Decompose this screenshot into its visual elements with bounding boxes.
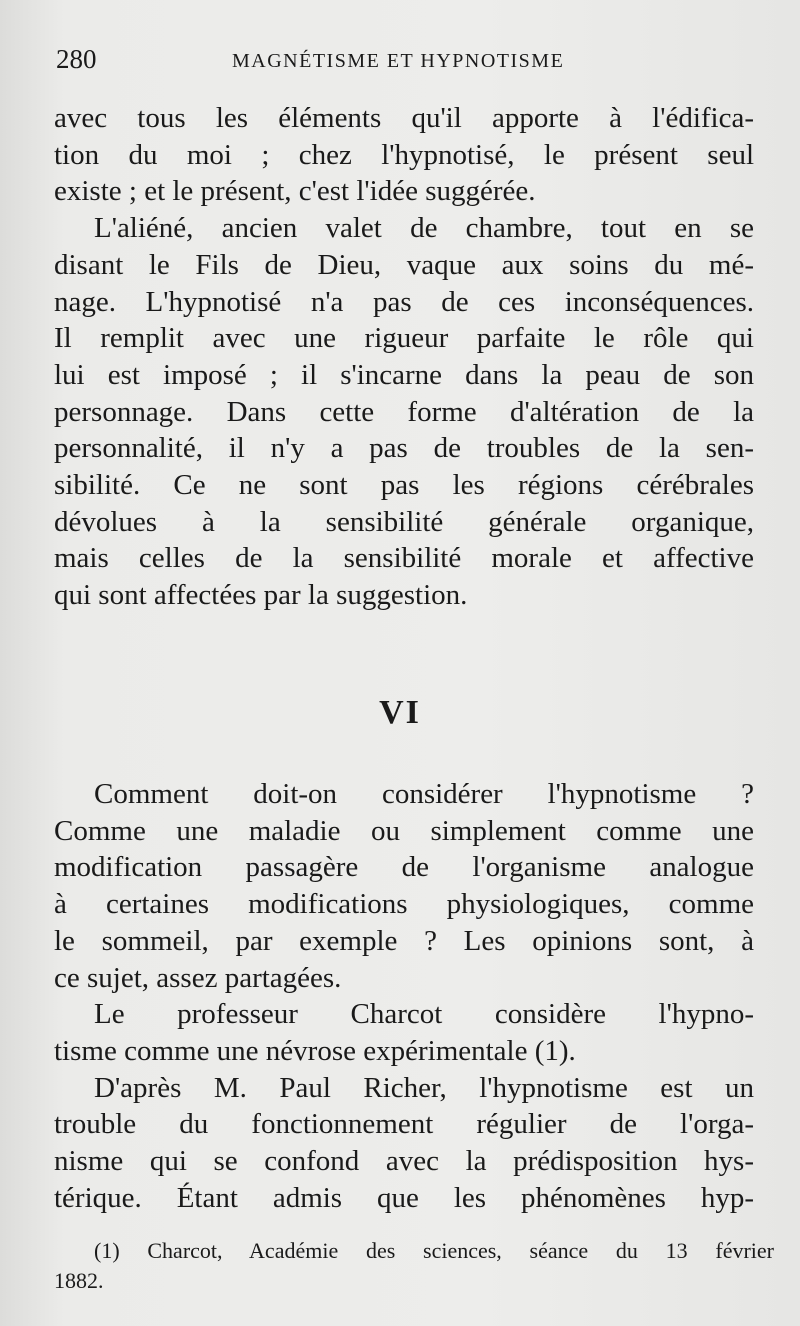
paragraph-block-1 (54, 100, 754, 614)
footnote (54, 1236, 774, 1296)
running-title: MAGNÉTISME ET HYPNOTISME (232, 50, 565, 72)
text-line: ce sujet, assez partagées. (54, 961, 342, 994)
text-line: le sommeil, par exemple ? Les opinions sont, à (54, 924, 754, 957)
text-line: nisme qui se confond avec la prédisposition hys- (54, 1145, 754, 1178)
text-line: tisme comme une névrose expérimentale (1). (54, 1034, 576, 1067)
text-line: qui sont affectées par la suggestion. (54, 579, 468, 612)
text-line: Le professeur Charcot considère l'hypno- (94, 998, 754, 1031)
text-line: Il remplit avec une rigueur parfaite le rôle qui (54, 322, 754, 355)
paragraph-block-2 (54, 776, 754, 1216)
text-line: L'aliéné, ancien valet de chambre, tout en se (94, 212, 754, 245)
text-line: Comment doit-on considérer l'hypnotisme ? (94, 778, 754, 810)
text-line: disant le Fils de Dieu, vaque aux soins du mé- (54, 248, 754, 281)
text-line: sibilité. Ce ne sont pas les régions cérébrales (54, 469, 754, 502)
text-line: térique. Étant admis que les phénomènes hyp- (54, 1181, 754, 1214)
text-line: D'après M. Paul Richer, l'hypnotisme est un (94, 1071, 754, 1104)
text-line: Comme une maladie ou simplement comme une (54, 814, 754, 847)
text-line: existe ; et le présent, c'est l'idée suggérée. (54, 175, 536, 208)
text-line: dévolues à la sensibilité générale organique, (54, 505, 754, 538)
text-line: avec tous les éléments qu'il apporte à l'édifica- (54, 102, 754, 134)
footnote-line: 1882. (54, 1268, 104, 1293)
footnote-line: (1) Charcot, Académie des sciences, séance du 13 février (94, 1238, 774, 1263)
running-header (56, 44, 760, 80)
text-line: nage. L'hypnotisé n'a pas de ces inconséquences. (54, 285, 754, 318)
text-line: lui est imposé ; il s'incarne dans la peau de son (54, 358, 754, 391)
text-line: personnage. Dans cette forme d'altération de la (54, 395, 754, 428)
section-heading: VI (379, 694, 421, 731)
text-line: tion du moi ; chez l'hypnotisé, le présent seul (54, 138, 754, 171)
text-line: personnalité, il n'y a pas de troubles de la sen- (54, 432, 754, 465)
page-number: 280 (56, 44, 97, 74)
text-line: trouble du fonctionnement régulier de l'orga- (54, 1108, 754, 1141)
text-line: modification passagère de l'organisme analogue (54, 851, 754, 884)
text-line: à certaines modifications physiologiques, comme (54, 888, 754, 921)
text-line: mais celles de la sensibilité morale et affective (54, 542, 754, 575)
